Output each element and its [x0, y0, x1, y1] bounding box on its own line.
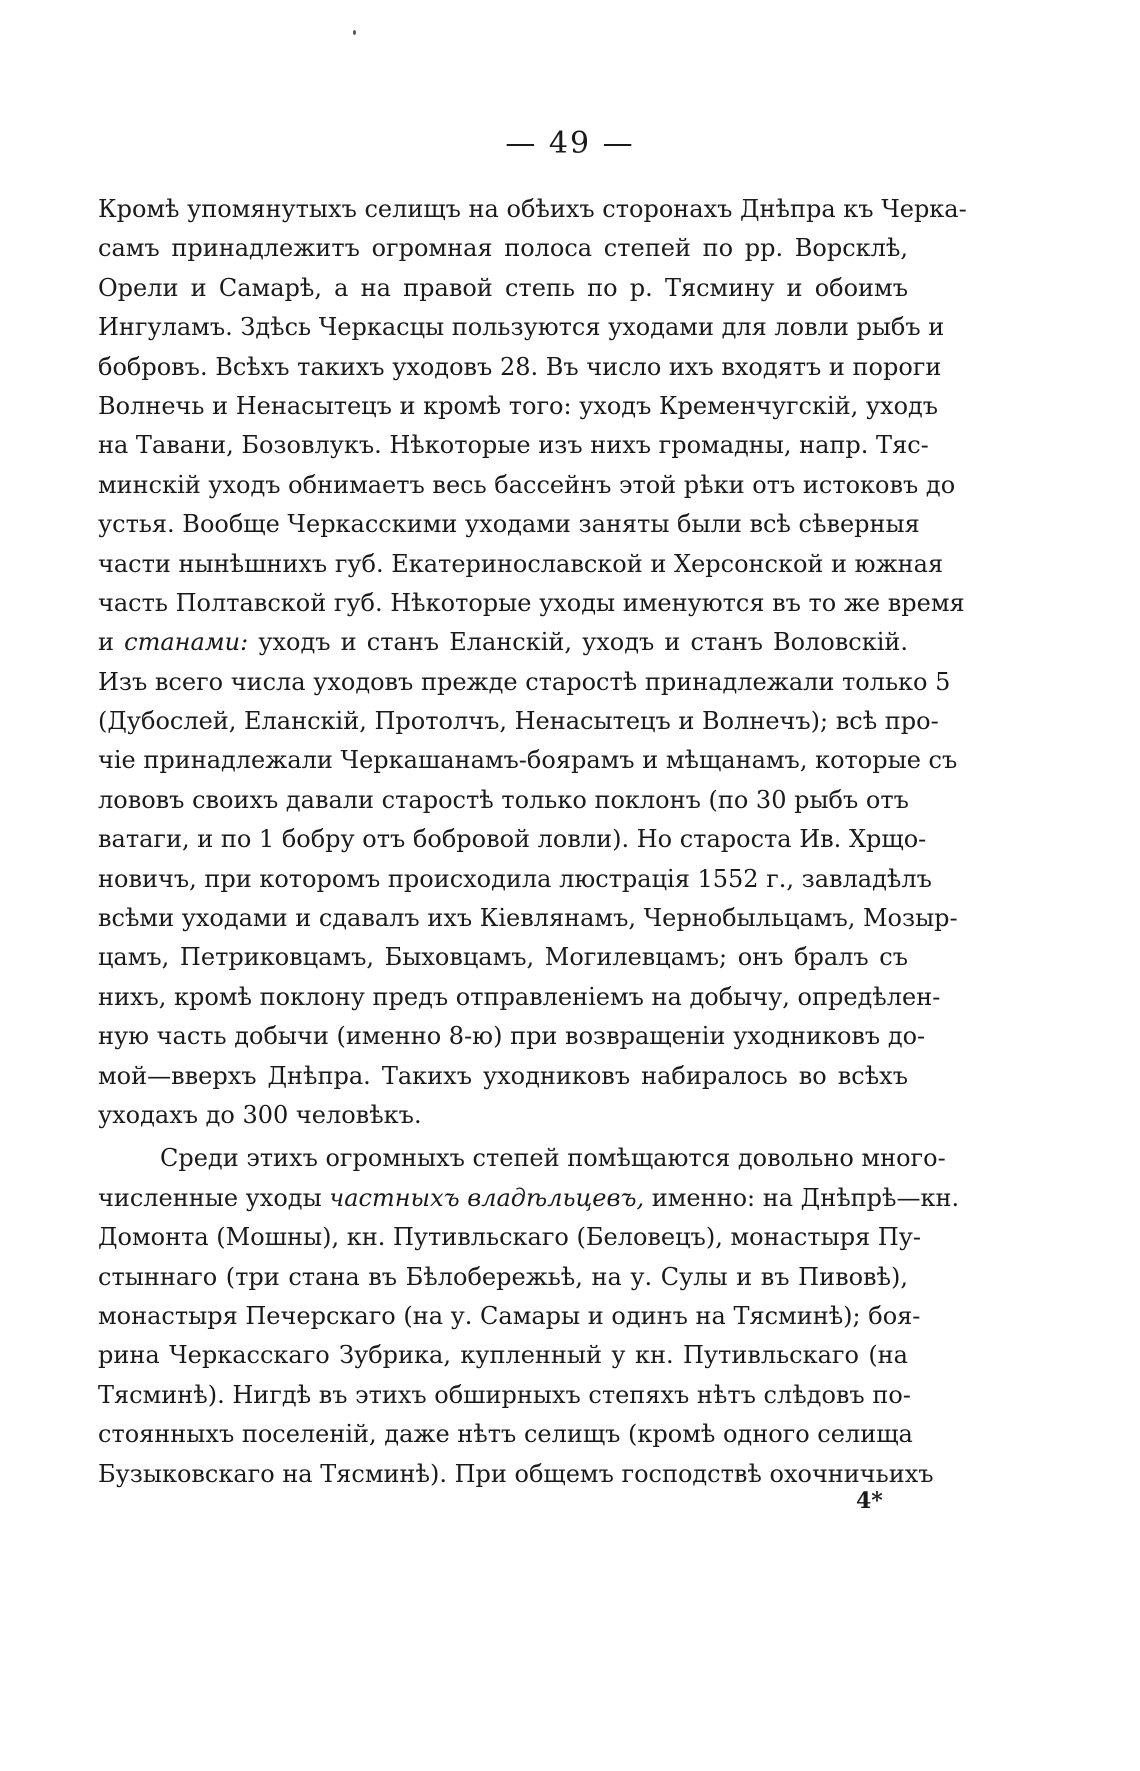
text-line: всѣми уходами и сдавалъ ихъ Кіевлянамъ, Чернобыльцамъ, Мозыр-: [98, 904, 958, 933]
text-line: устья. Вообще Черкасскими уходами заняты были всѣ сѣверныя: [98, 510, 920, 539]
text-line: мой—вверхъ Днѣпра. Такихъ уходниковъ набиралось во всѣхъ: [98, 1061, 908, 1090]
stray-ink-dot: [353, 30, 356, 35]
paragraph-1: [98, 190, 967, 1135]
text-line: (Дубослей, Еланскій, Протолчъ, Ненасытецъ и Волнечъ); всѣ про-: [98, 707, 939, 736]
text-line: Кромѣ упомянутыхъ селищъ на обѣихъ сторонахъ Днѣпра къ Черка-: [98, 195, 967, 223]
line-pre: численные уходы: [98, 1183, 330, 1212]
text-line: бобровъ. Всѣхъ такихъ уходовъ 28. Въ число ихъ входятъ и пороги: [98, 352, 942, 381]
line-post: именно: на Днѣпрѣ—кн.: [644, 1183, 960, 1212]
text-line-with-italic: [98, 1179, 960, 1218]
italic-term: станами:: [124, 628, 249, 657]
text-line: цамъ, Петриковцамъ, Быховцамъ, Могилевцамъ; онъ бралъ съ: [98, 943, 908, 972]
text-line: минскій уходъ обнимаетъ весь бассейнъ этой рѣки отъ истоковъ до: [98, 470, 956, 499]
line-post: уходъ и станъ Еланскій, уходъ и станъ Воловскій.: [248, 628, 909, 657]
text-line: части нынѣшнихъ губ. Екатеринославской и Херсонской и южная: [98, 549, 944, 578]
text-line: Бузыковскаго на Тясминѣ). При общемъ господствѣ охочничьихъ: [98, 1459, 934, 1488]
body-text: [98, 190, 967, 1494]
text-line: новичъ, при которомъ происходила люстрація 1552 г., завладѣлъ: [98, 864, 932, 893]
text-line: Орели и Самарѣ, а на правой степь по р. Тясмину и обоимъ: [98, 273, 908, 302]
line-pre: и: [98, 628, 125, 657]
text-line: часть Полтавской губ. Нѣкоторые уходы именуются въ то же время: [98, 588, 965, 617]
text-line: Домонта (Мошны), кн. Путивльскаго (Беловецъ), монастыря Пу-: [98, 1223, 921, 1252]
text-line-with-italic: [98, 623, 908, 662]
italic-term: частныхъ владѣльцевъ,: [329, 1183, 645, 1212]
text-line: самъ принадлежитъ огромная полоса степей по рр. Ворсклѣ,: [98, 234, 908, 263]
text-line: Тясминѣ). Нигдѣ въ этихъ обширныхъ степяхъ нѣтъ слѣдовъ по-: [98, 1380, 911, 1409]
text-line: лововъ своихъ давали старостѣ только поклонъ (по 30 рыбъ отъ: [98, 785, 909, 814]
text-line: стоянныхъ поселеній, даже нѣтъ селищъ (кромѣ одного селища: [98, 1420, 913, 1449]
text-line: монастыря Печерскаго (на у. Самары и одинъ на Тясминѣ); боя-: [98, 1301, 921, 1330]
text-line: ную часть добычи (именно 8-ю) при возвращеніи уходниковъ до-: [98, 1022, 926, 1051]
text-line: рина Черкасскаго Зубрика, купленный у кн. Путивльскаго (на: [98, 1341, 908, 1370]
text-line: чіе принадлежали Черкашанамъ-боярамъ и мѣщанамъ, которые съ: [98, 746, 958, 775]
text-line: Ингуламъ. Здѣсь Черкасцы пользуются уходами для ловли рыбъ и: [98, 313, 945, 342]
signature-mark: 4*: [856, 1488, 883, 1514]
text-line: ватаги, и по 1 бобру отъ бобровой ловли). Но староста Ив. Хрщо-: [98, 825, 927, 854]
text-line: нихъ, кромѣ поклону предъ отправленіемъ на добычу, опредѣлен-: [98, 982, 941, 1011]
text-line: Среди этихъ огромныхъ степей помѣщаются довольно много-: [160, 1144, 946, 1173]
text-line: на Тавани, Бозовлукъ. Нѣкоторые изъ нихъ громадны, напр. Тяс-: [98, 431, 929, 460]
paragraph-2: [98, 1139, 960, 1494]
text-line: Изъ всего числа уходовъ прежде старостѣ принадлежали только 5: [98, 667, 951, 696]
text-line: стыннаго (три стана въ Бѣлобережьѣ, на у. Сулы и въ Пивовѣ),: [98, 1262, 908, 1291]
text-line: уходахъ до 300 человѣкъ.: [98, 1100, 422, 1129]
text-line: Волнечь и Ненасытецъ и кромѣ того: уходъ Кременчугскій, уходъ: [98, 391, 939, 420]
page-number: — 49 —: [505, 126, 635, 161]
